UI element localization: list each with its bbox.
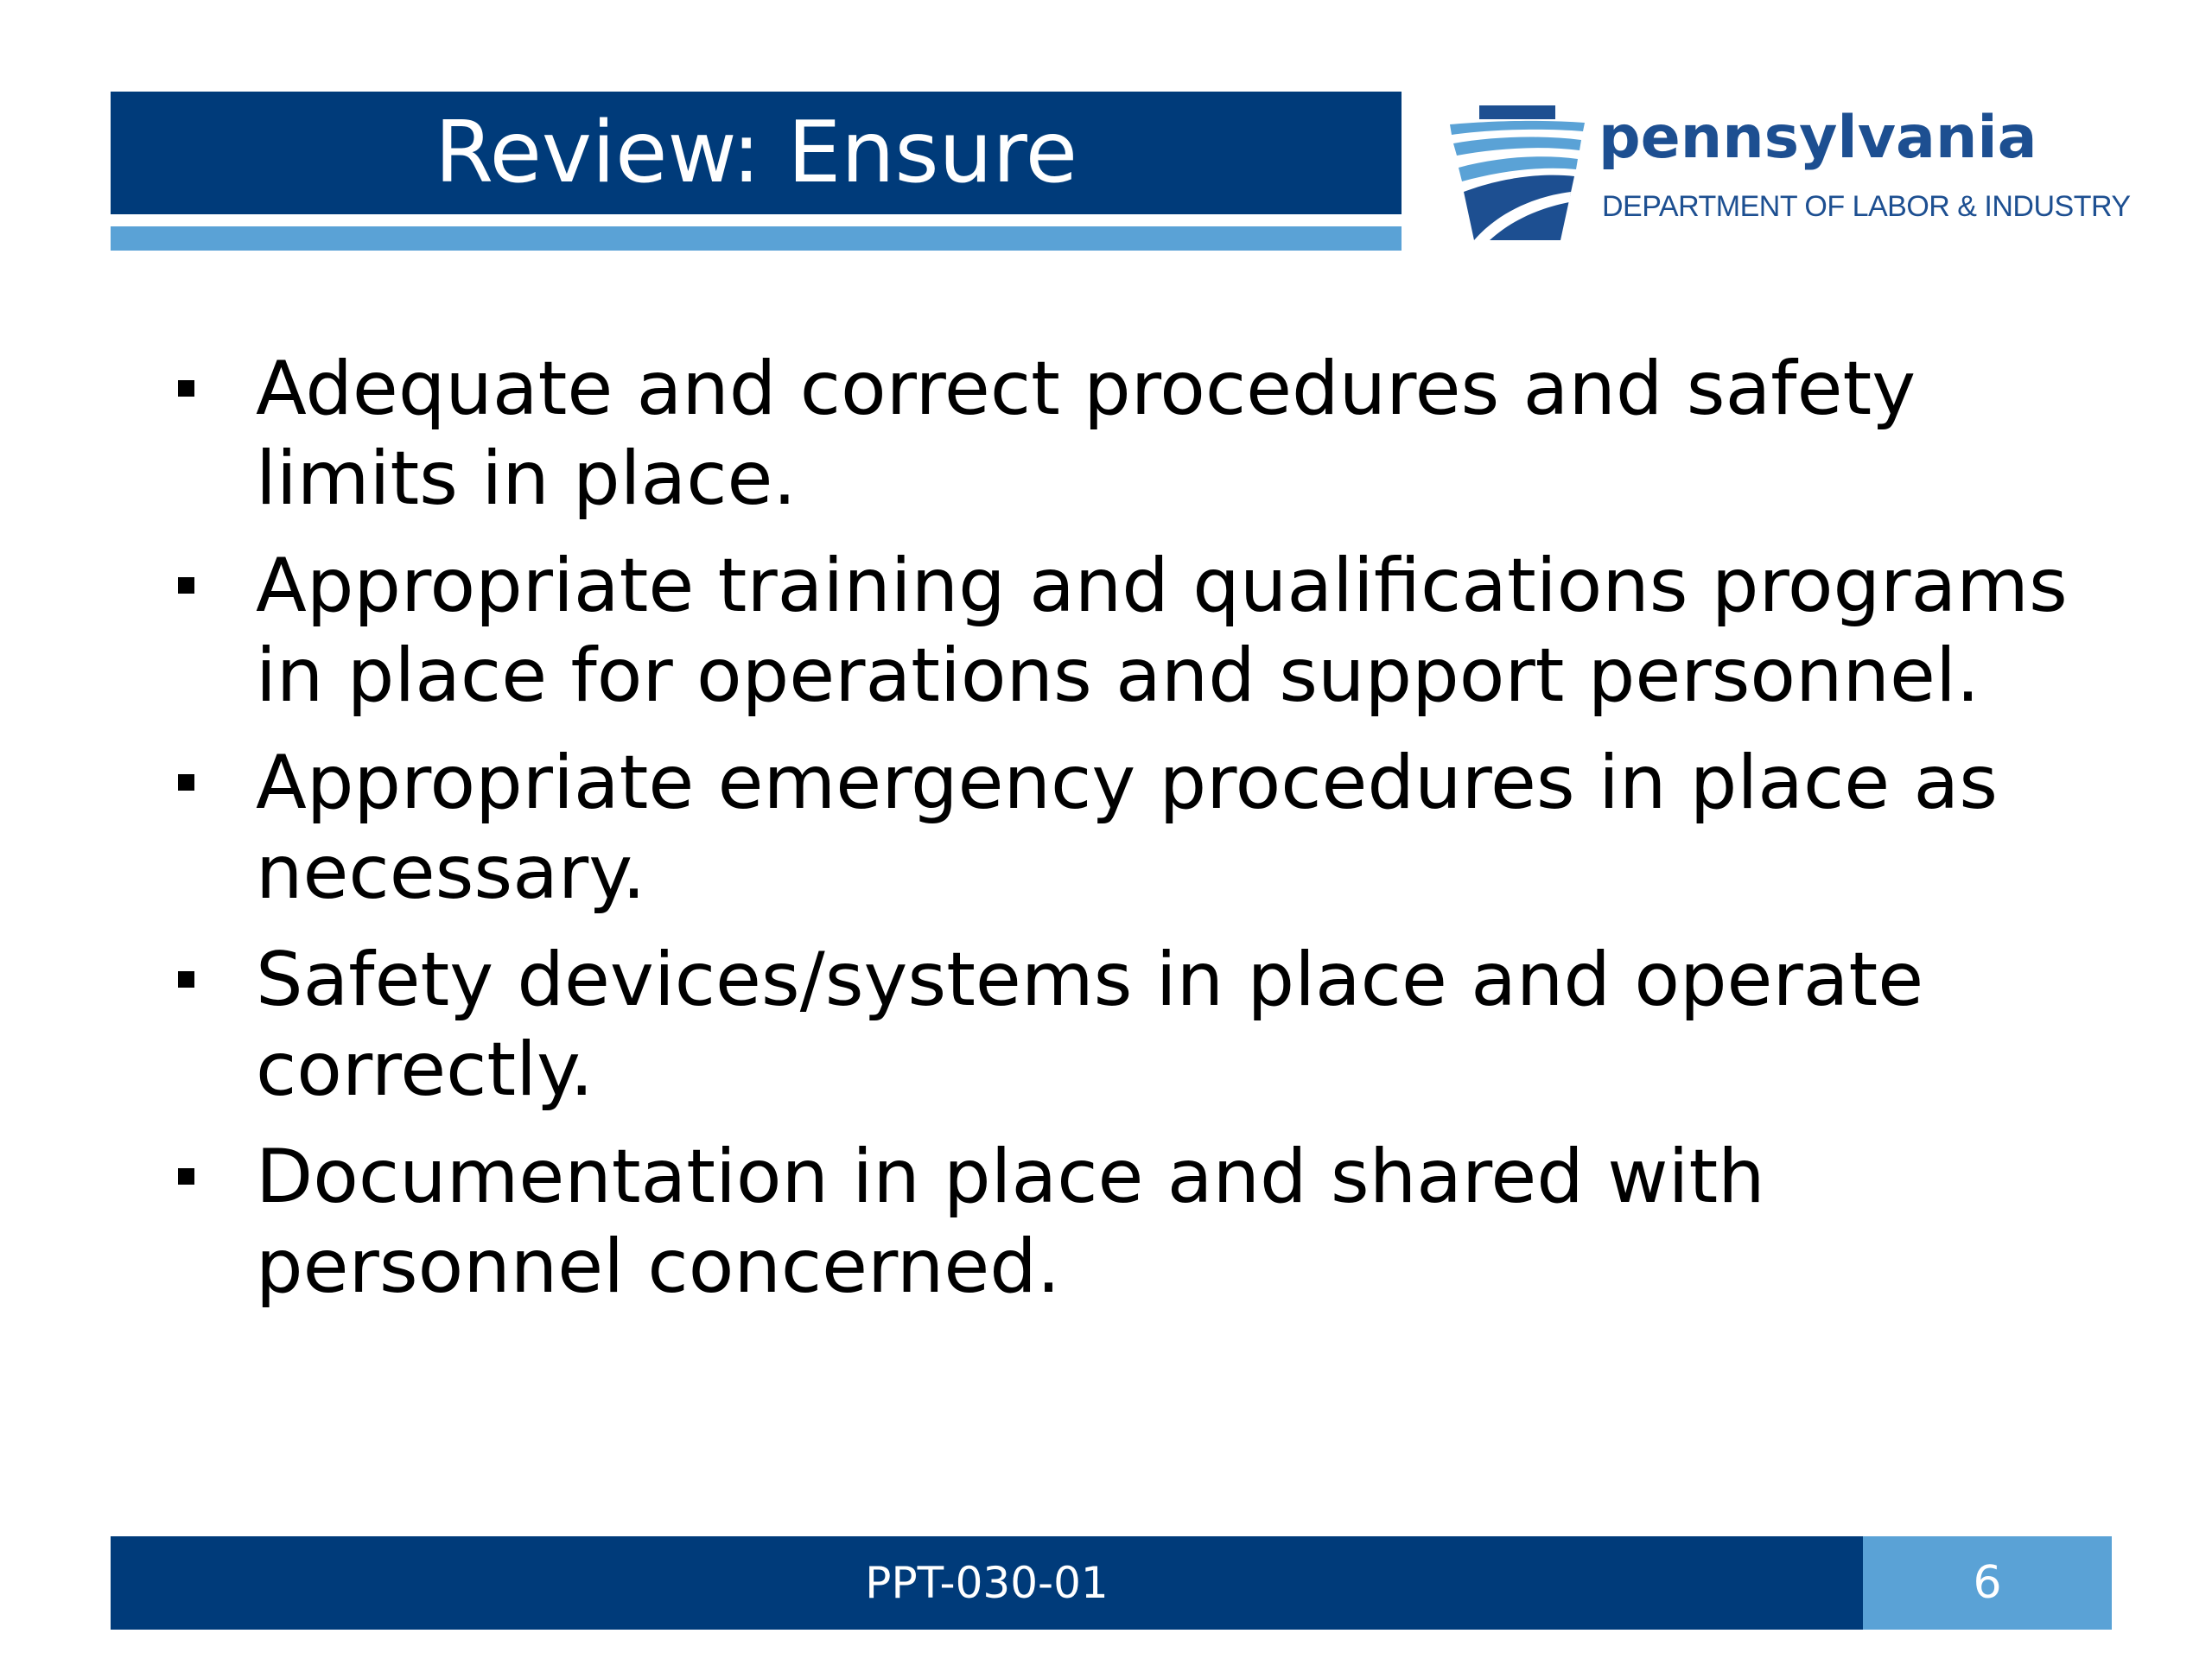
square-bullet-icon: [178, 971, 194, 988]
title-accent-bar: [111, 226, 1402, 251]
list-item: [173, 344, 2074, 524]
square-bullet-icon: [178, 774, 194, 791]
list-item: [173, 935, 2074, 1115]
title-banner: [111, 92, 1402, 214]
footer-document-code: PPT-030-01: [865, 1558, 1109, 1608]
square-bullet-icon: [178, 1168, 194, 1185]
bullet-text: Appropriate emergency procedures in place as necessary.: [256, 740, 1999, 916]
logo-department: DEPARTMENT OF LABOR & INDUSTRY: [1602, 190, 2131, 223]
keystone-logo-icon: [1445, 102, 1590, 244]
square-bullet-icon: [178, 577, 194, 594]
square-bullet-icon: [178, 380, 194, 397]
page-number: 6: [1973, 1557, 2002, 1609]
footer-bar: [111, 1536, 1863, 1630]
bullet-text: Appropriate training and qualifications programs in place for operations and support personnel.: [256, 543, 2068, 719]
bullet-list: [173, 344, 2074, 1329]
logo-wordmark: pennsylvania: [1599, 104, 2037, 172]
bullet-text: Adequate and correct procedures and safety limits in place.: [256, 346, 1916, 522]
pa-labor-industry-logo: [1445, 97, 2131, 249]
page-number-box: [1863, 1536, 2112, 1630]
bullet-text: Safety devices/systems in place and operate correctly.: [256, 937, 1924, 1113]
slide-title: Review: Ensure: [434, 104, 1078, 202]
list-item: [173, 1132, 2074, 1312]
bullet-text: Documentation in place and shared with personnel concerned.: [256, 1134, 1765, 1310]
list-item: [173, 541, 2074, 721]
list-item: [173, 738, 2074, 918]
